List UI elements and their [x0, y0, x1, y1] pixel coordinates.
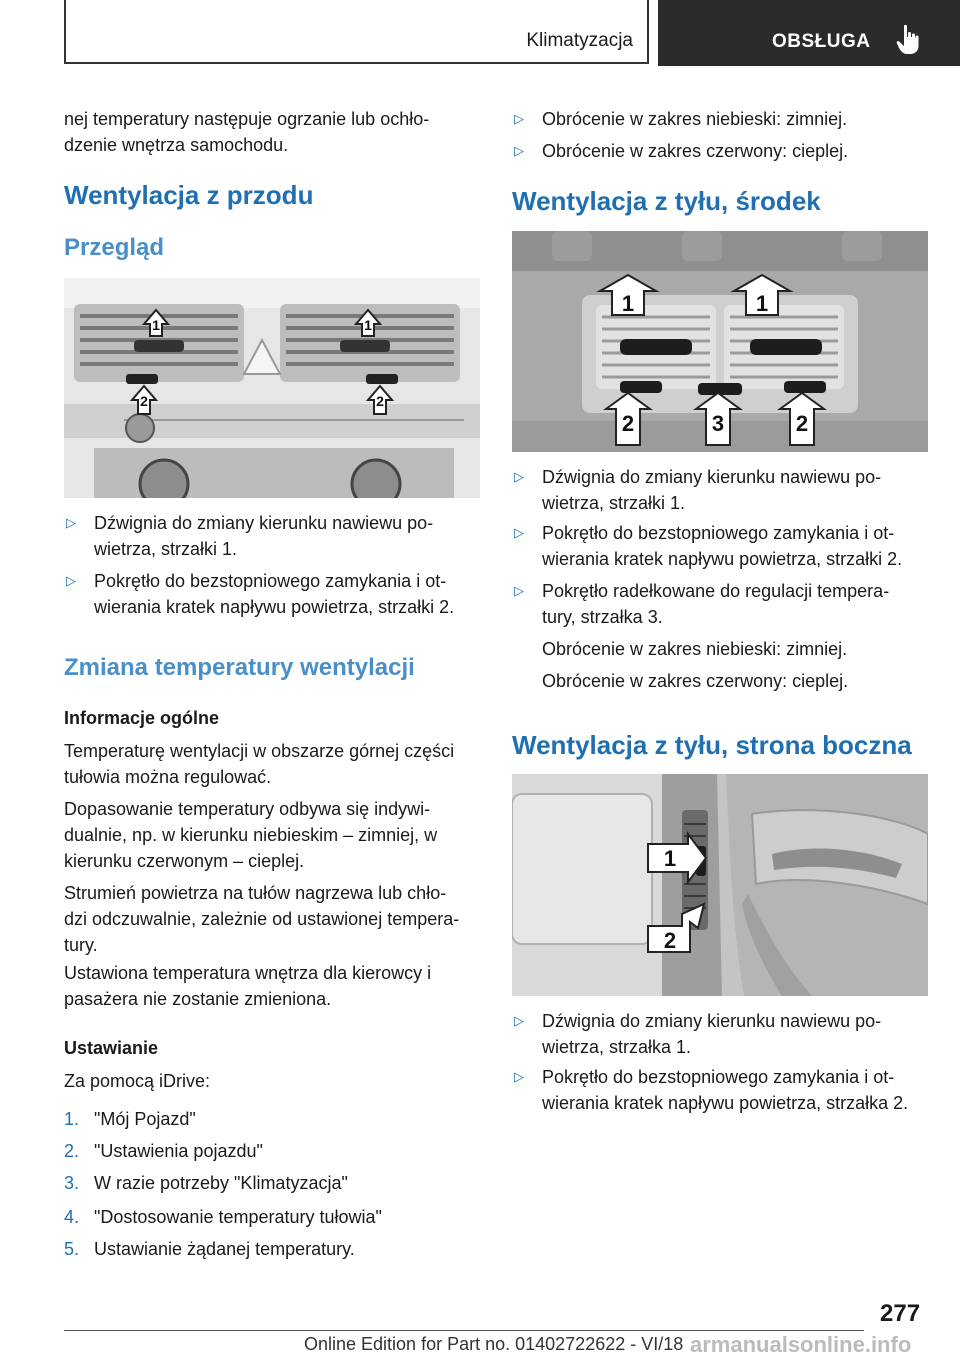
triangle-bullet-icon: ▷: [514, 111, 524, 126]
heading-overview: Przegląd: [64, 234, 165, 261]
heading-front-ventilation: Wentylacja z przodu: [64, 180, 314, 210]
rear-side-vent-photo: [512, 774, 928, 996]
bullet-line: wietrza, strzałki 1.: [94, 539, 238, 559]
rear-center-label-1b: 1: [755, 291, 769, 316]
step-item: [64, 1170, 480, 1196]
heading-rear-center: Wentylacja z tyłu, środek: [512, 186, 821, 216]
general-paragraph-3: [64, 880, 480, 958]
footer-edition: Online Edition for Part no. 01402722622 - VI/18: [304, 1334, 684, 1354]
setting-intro: Za pomocą iDrive:: [64, 1071, 211, 1091]
para-line: Ustawiona temperatura wnętrza dla kierowcy i: [64, 963, 432, 983]
front-label-2b: 2: [376, 393, 384, 409]
triangle-bullet-icon: ▷: [514, 525, 524, 540]
bullet-line: Dźwignia do zmiany kierunku nawiewu po-: [94, 513, 434, 533]
step-item: [64, 1138, 480, 1164]
bullet-line: Pokrętło radełkowane do regulacji tempera-: [542, 581, 890, 601]
rear-center-bullet-3: [512, 578, 928, 630]
triangle-bullet-icon: ▷: [514, 1013, 524, 1028]
step-number: 5.: [64, 1239, 80, 1259]
step-text: "Mój Pojazd": [94, 1109, 196, 1129]
step-item: [64, 1236, 480, 1262]
bullet-line: wietrza, strzałka 1.: [542, 1037, 692, 1057]
rear-center-bullet-1: [512, 464, 928, 516]
rear-side-label-2: 2: [663, 928, 677, 953]
triangle-bullet-icon: ▷: [66, 515, 76, 530]
step-text: W razie potrzeby "Klimatyzacja": [94, 1173, 348, 1193]
para-line: Temperaturę wentylacji w obszarze górnej części: [64, 741, 455, 761]
rear-center-label-2a: 2: [621, 411, 635, 436]
step-number: 1.: [64, 1109, 80, 1129]
heading-rear-side: Wentylacja z tyłu, strona boczna: [512, 730, 912, 760]
bullet-line: Dźwignia do zmiany kierunku nawiewu po-: [542, 467, 882, 487]
header-section-title: Klimatyzacja: [526, 30, 633, 51]
intro-line: nej temperatury następuje ogrzanie lub ochło-: [64, 109, 430, 129]
general-paragraph-1: [64, 738, 480, 790]
watermark-logo: armanualsonline.info: [690, 1332, 912, 1357]
step-number: 3.: [64, 1173, 80, 1193]
bullet-line: Pokrętło do bezstopniowego zamykania i ot-: [542, 1067, 895, 1087]
rear-center-label-1a: 1: [621, 291, 635, 316]
rear-center-sub-2: Obrócenie w zakres czerwony: cieplej.: [542, 671, 849, 691]
para-line: dualnie, np. w kierunku niebieskim – zimniej, w: [64, 825, 438, 845]
triangle-bullet-icon: ▷: [514, 469, 524, 484]
para-line: kierunku czerwonym – cieplej.: [64, 851, 305, 871]
general-paragraph-2: [64, 796, 480, 874]
bullet-line: Pokrętło do bezstopniowego zamykania i ot-: [542, 523, 895, 543]
rear-side-bullet-1: [512, 1008, 928, 1060]
step-item: [64, 1204, 480, 1230]
bullet-line: wierania kratek napływu powietrza, strzałki 2.: [542, 549, 903, 569]
rear-center-bullet-2: [512, 520, 928, 572]
footer-divider: [64, 1330, 864, 1331]
front-vents-photo: [64, 278, 480, 498]
rear-center-label-2b: 2: [795, 411, 809, 436]
header-section-box: [64, 0, 649, 64]
header-chapter-tab: [658, 0, 960, 66]
rear-center-label-3: 3: [711, 411, 725, 436]
para-line: pasażera nie zostanie zmieniona.: [64, 989, 332, 1009]
rear-side-bullet-2: [512, 1064, 928, 1116]
pointing-hand-icon: [896, 24, 920, 56]
para-line: Dopasowanie temperatury odbywa się indywi-: [64, 799, 431, 819]
rear-side-label-1: 1: [663, 846, 677, 871]
step-text: "Ustawienia pojazdu": [94, 1141, 263, 1161]
para-line: Strumień powietrza na tułów nagrzewa lub chło-: [64, 883, 447, 903]
step-number: 4.: [64, 1207, 80, 1227]
bullet-line: wietrza, strzałki 1.: [542, 493, 686, 513]
step-text: Ustawianie żądanej temperatury.: [94, 1239, 355, 1259]
triangle-bullet-icon: ▷: [66, 573, 76, 588]
step-item: [64, 1106, 480, 1132]
bullet-line: Pokrętło do bezstopniowego zamykania i ot-: [94, 571, 447, 591]
intro-paragraph: [64, 106, 480, 158]
para-line: tury.: [64, 935, 98, 955]
top-bullet-1: [512, 106, 928, 132]
front-label-1a: 1: [152, 317, 160, 333]
step-text: "Dostosowanie temperatury tułowia": [94, 1207, 382, 1227]
rear-center-vents-photo: [512, 231, 928, 452]
front-bullet-2: [64, 568, 480, 620]
header-chapter-label: OBSŁUGA: [772, 31, 871, 52]
triangle-bullet-icon: ▷: [514, 583, 524, 598]
bullet-line: wierania kratek napływu powietrza, strzałki 2.: [94, 597, 455, 617]
bullet-line: Dźwignia do zmiany kierunku nawiewu po-: [542, 1011, 882, 1031]
bullet-line: tury, strzałka 3.: [542, 607, 663, 627]
para-line: dzi odczuwalnie, zależnie od ustawionej tempera-: [64, 909, 460, 929]
page-number: 277: [880, 1300, 921, 1327]
triangle-bullet-icon: ▷: [514, 1069, 524, 1084]
para-line: tułowia można regulować.: [64, 767, 272, 787]
front-label-1b: 1: [364, 317, 372, 333]
front-label-2a: 2: [140, 393, 148, 409]
top-bullet-2: [512, 138, 928, 164]
heading-setting: Ustawianie: [64, 1038, 159, 1058]
triangle-bullet-icon: ▷: [514, 143, 524, 158]
bullet-line: Obrócenie w zakres czerwony: cieplej.: [542, 141, 849, 161]
heading-temperature: Zmiana temperatury wentylacji: [64, 654, 415, 681]
general-paragraph-4: [64, 960, 480, 1012]
bullet-line: wierania kratek napływu powietrza, strzałka 2.: [542, 1093, 909, 1113]
rear-center-sub-1: Obrócenie w zakres niebieski: zimniej.: [542, 639, 848, 659]
front-bullet-1: [64, 510, 480, 562]
bullet-line: Obrócenie w zakres niebieski: zimniej.: [542, 109, 848, 129]
intro-line: dzenie wnętrza samochodu.: [64, 135, 289, 155]
step-number: 2.: [64, 1141, 80, 1161]
heading-general-info: Informacje ogólne: [64, 708, 220, 728]
